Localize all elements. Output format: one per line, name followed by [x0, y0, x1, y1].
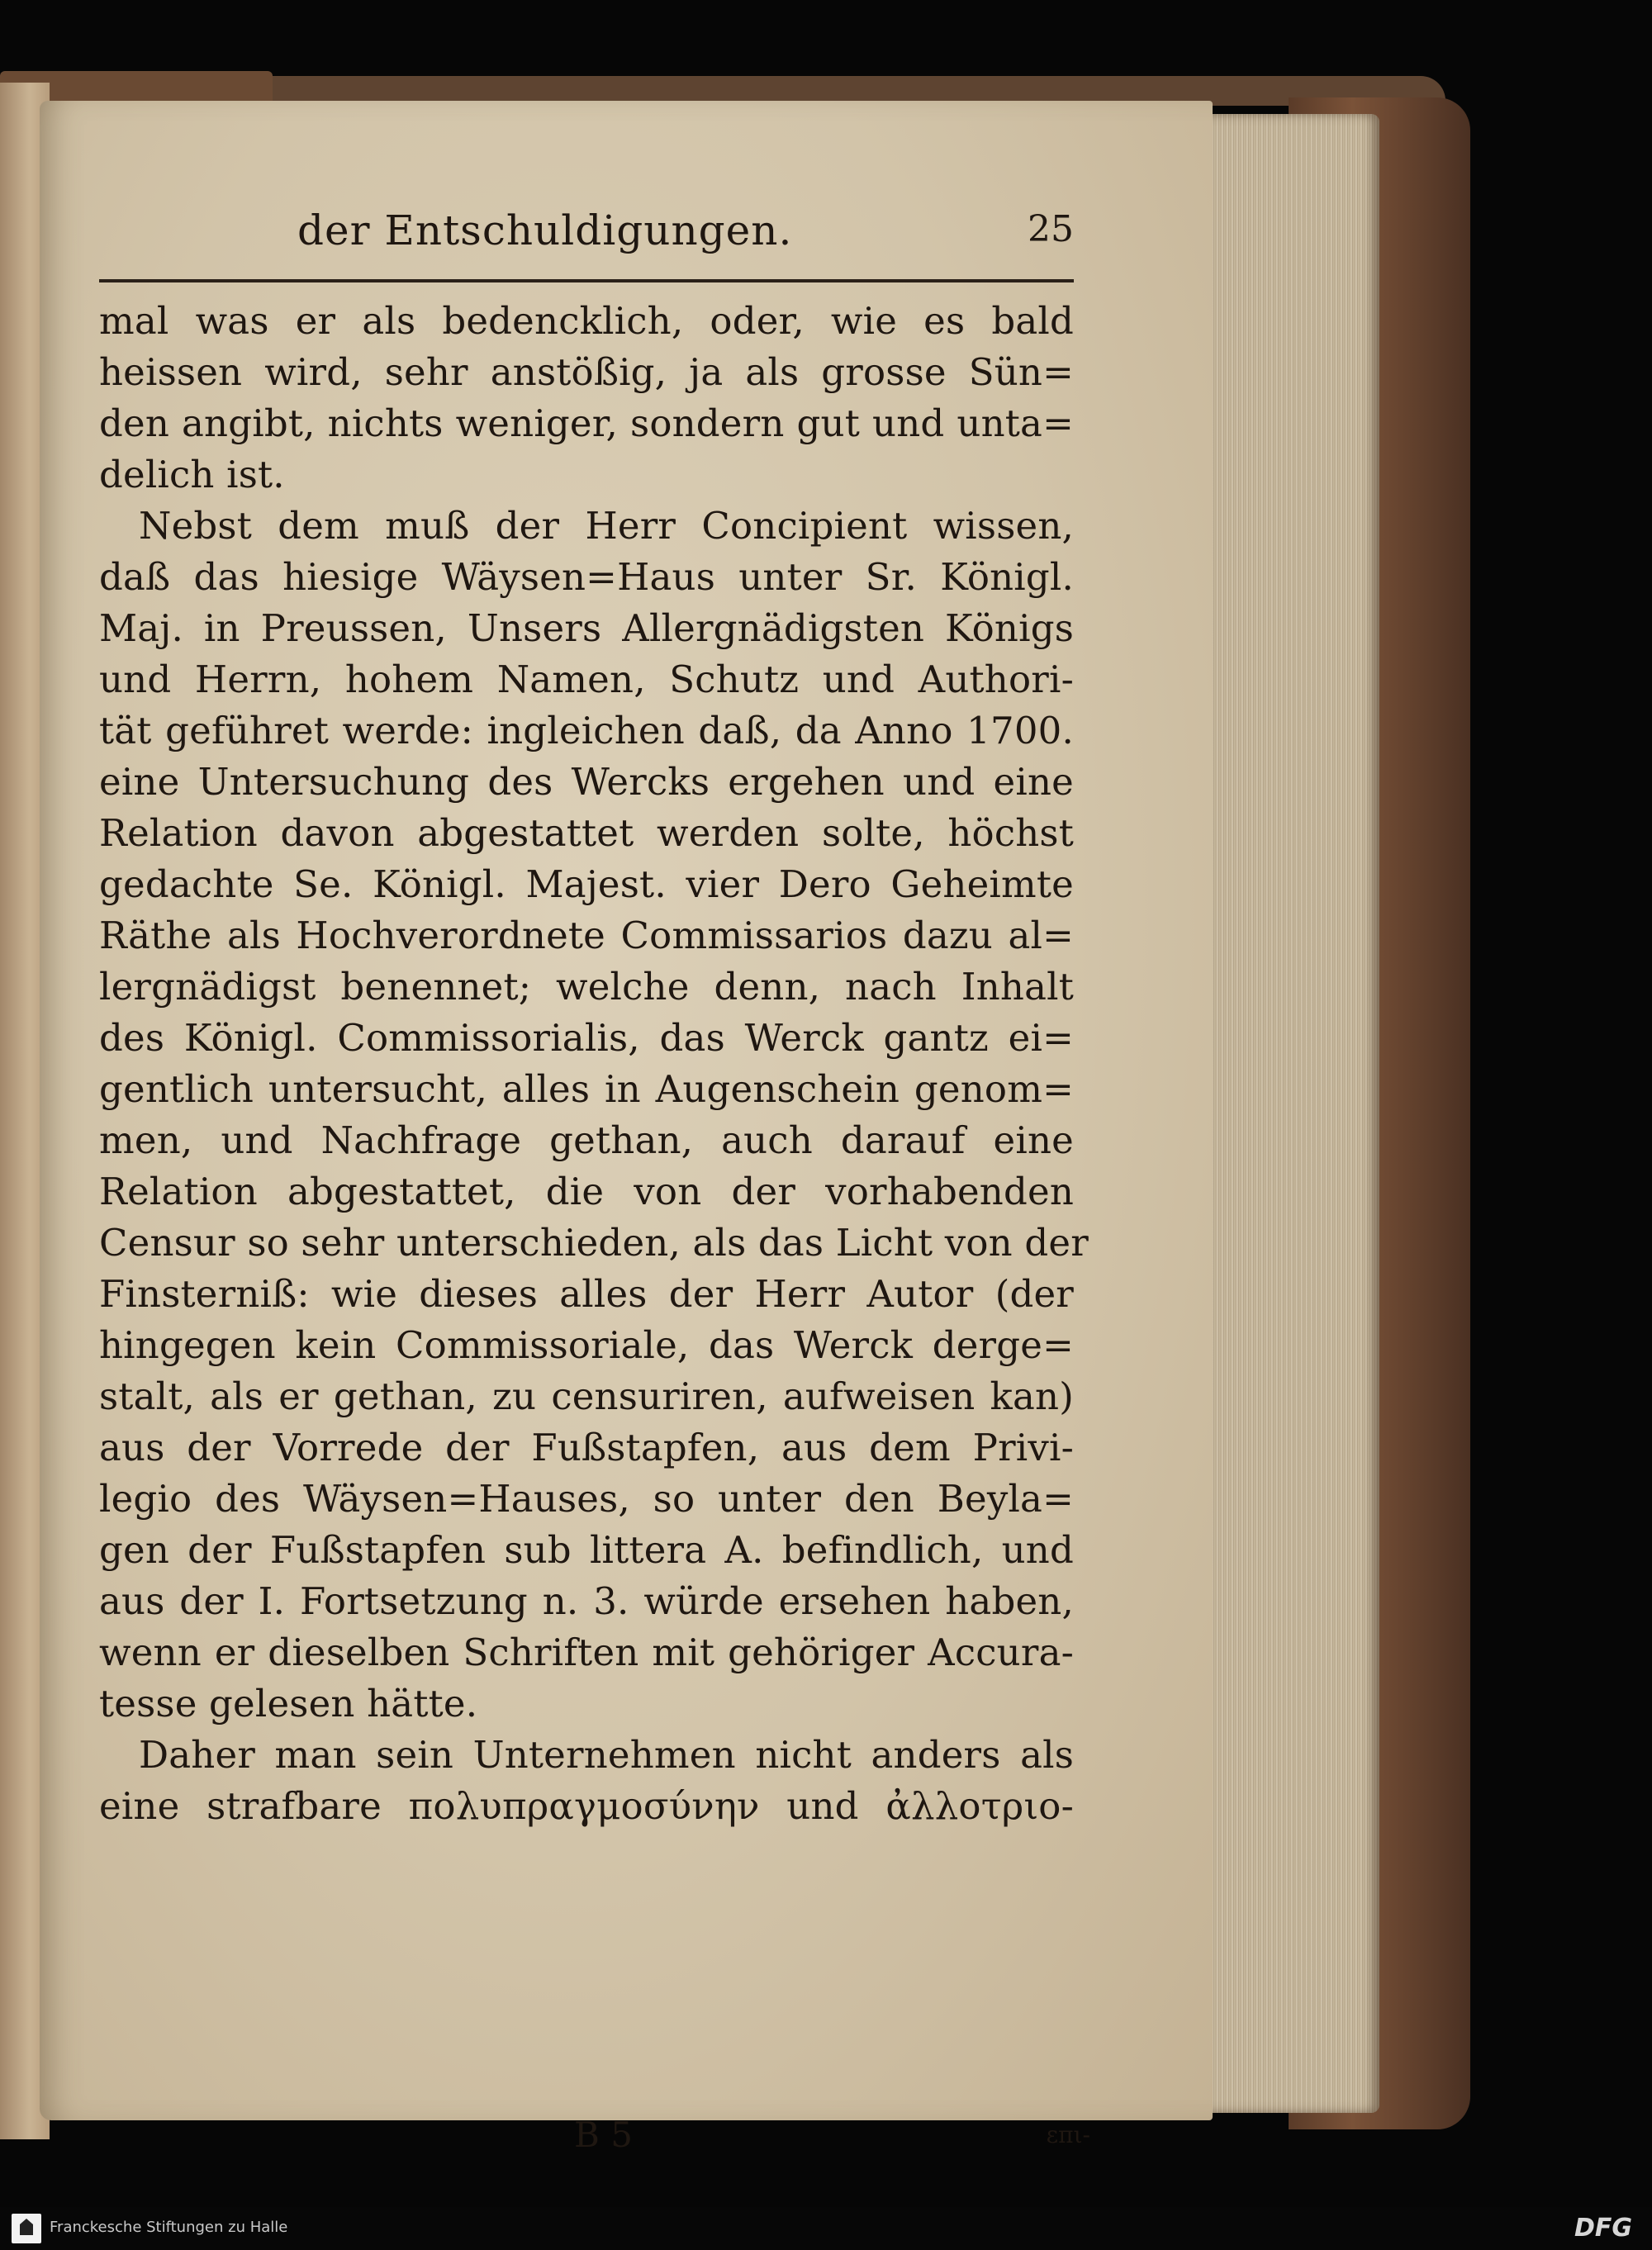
institution-name: Franckesche Stiftungen zu Halle [50, 2219, 288, 2236]
text-line: Censur so sehr unterschieden, als das Licht von der [99, 1221, 1089, 1265]
page-text [99, 198, 1090, 2155]
text-lines [99, 296, 1089, 1832]
text-line: tesse gelesen hätte. [99, 1682, 478, 1725]
text-line: Relation davon abgestattet werden solte, höchst [99, 811, 1074, 855]
text-line: lergnädigst benennet; welche denn, nach Inhalt [99, 965, 1074, 1009]
page-header [99, 198, 1074, 259]
text-line: Relation abgestattet, die von der vorhabenden [99, 1170, 1074, 1213]
text-line: heissen wird, sehr anstößig, ja als grosse Sün= [99, 350, 1074, 394]
text-line: gedachte Se. Königl. Majest. vier Dero Geheimte [99, 862, 1074, 906]
text-line: Finsterniß: wie dieses alles der Herr Autor (der [99, 1272, 1074, 1316]
text-line: des Königl. Commissorialis, das Werck gantz ei= [99, 1016, 1074, 1060]
running-head: der Entschuldigungen. [297, 206, 793, 254]
text-line: aus der Vorrede der Fußstapfen, aus dem Privi- [99, 1426, 1074, 1469]
text-line: Nebst dem muß der Herr Concipient wissen, [139, 504, 1074, 548]
text-line: daß das hiesige Wäysen=Haus unter Sr. Königl. [99, 555, 1074, 599]
header-rule [99, 279, 1074, 282]
text-line: eine Untersuchung des Wercks ergehen und eine [99, 760, 1074, 804]
text-line: wenn er dieselben Schriften mit gehöriger Accura- [99, 1631, 1074, 1674]
dfg-logo: DFG [1574, 2214, 1632, 2243]
text-line: hingegen kein Commissoriale, das Werck derge= [99, 1323, 1074, 1367]
text-line: Daher man sein Unternehmen nicht anders als [139, 1733, 1074, 1777]
page-number: 25 [1028, 208, 1074, 250]
text-line: men, und Nachfrage gethan, auch darauf eine [99, 1118, 1074, 1162]
page-footer [99, 2115, 1090, 2164]
text-line: Räthe als Hochverordnete Commissarios dazu al= [99, 914, 1074, 957]
text-line: aus der I. Fortsetzung n. 3. würde ersehen haben, [99, 1579, 1074, 1623]
text-line: tät geführet werde: ingleichen daß, da Anno 1700. [99, 709, 1074, 752]
text-line: gentlich untersucht, alles in Augenschein genom= [99, 1067, 1074, 1111]
viewer-footer-bar [0, 2207, 1652, 2250]
text-line: den angibt, nichts weniger, sondern gut und unta= [99, 401, 1074, 445]
institution-logo-icon [12, 2214, 41, 2243]
text-line: mal was er als bedencklich, oder, wie es bald [99, 299, 1074, 343]
page-edges [1189, 114, 1379, 2113]
text-line: gen der Fußstapfen sub littera A. befindlich, und [99, 1528, 1074, 1572]
text-line: Maj. in Preussen, Unsers Allergnädigsten Königs [99, 606, 1074, 650]
text-line: delich ist. [99, 453, 285, 496]
text-line: stalt, als er gethan, zu censuriren, aufweisen kan) [99, 1374, 1074, 1418]
text-line: legio des Wäysen=Hauses, so unter den Beyla= [99, 1477, 1074, 1521]
text-line: eine strafbare πολυπραγμοσύνην und ἀλλοτριο- [99, 1784, 1074, 1828]
catchword: επι- [1046, 2121, 1090, 2148]
text-line: und Herrn, hohem Namen, Schutz und Authori- [99, 657, 1074, 701]
signature-mark: B 5 [574, 2115, 633, 2155]
